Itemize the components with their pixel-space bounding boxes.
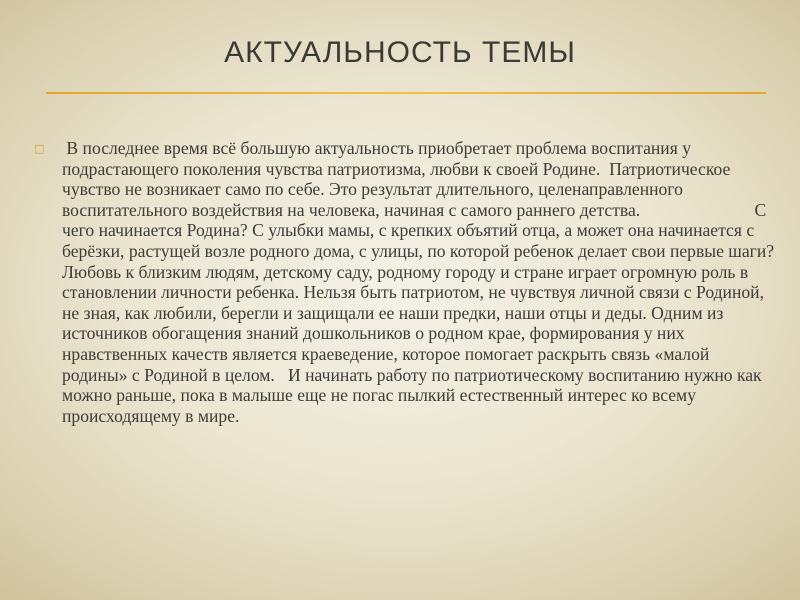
square-bullet-icon: □	[34, 142, 45, 155]
title-divider	[46, 92, 766, 94]
slide-body-text: В последнее время всё большую актуальность приобретает проблема воспитания у подрастающего поколения чувства патриотизма, любви к своей Родине. Патриотическое чувство не возникает само по себе. Это результат длительного, целенаправленного воспитательного воздействия на человека, начиная с самого раннего детства. С чего начинается Родина? С улыбки мамы, с крепких объятий отца, а может она начинается с берёзки, растущей возле родного дома, с улицы, по которой ребенок делает свои первые шаги? Любовь к близким людям, детскому саду, родному городу и стране играет огромную роль в становлении личности ребенка. Нельзя быть патриотом, не чувствуя личной связи с Родиной, не зная, как любили, берегли и защищали ее наши предки, наши отцы и деды. Одним из источников обогащения знаний дошкольников о родном крае, формирования у них нравственных качеств является краеведение, которое помогает раскрыть связь «малой родины» с Родиной в целом. И начинать работу по патриотическому воспитанию нужно как можно раньше, пока в малыше еще не погас пылкий естественный интерес ко всему происходящему в мире.	[62, 138, 779, 426]
slide-title: АКТУАЛЬНОСТЬ ТЕМЫ	[224, 36, 576, 69]
